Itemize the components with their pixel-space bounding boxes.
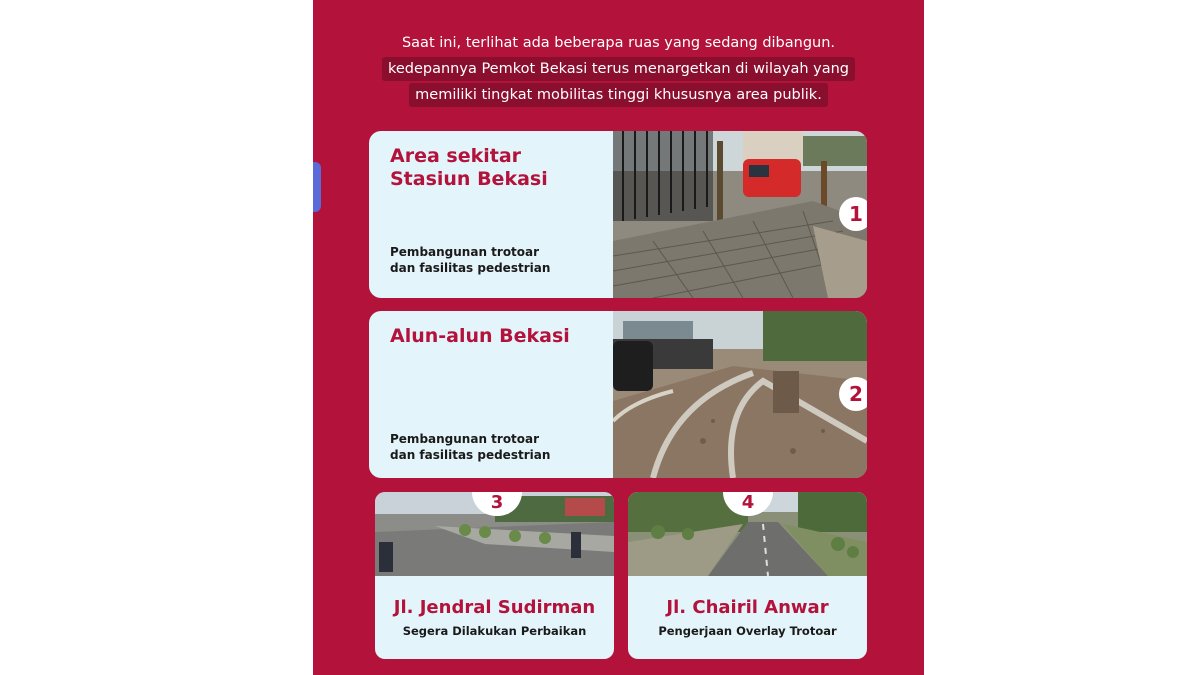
location-title — [390, 325, 605, 348]
intro-line-3: memiliki tingkat mobilitas tinggi khususnya area publik. — [409, 83, 828, 107]
location-card-1 — [369, 131, 867, 298]
location-card-3 — [375, 492, 614, 659]
intro-line-2: kedepannya Pemkot Bekasi terus menargetkan di wilayah yang — [382, 57, 855, 81]
location-number-badge: 2 — [839, 377, 867, 411]
sidewalk-construction-photo — [613, 131, 867, 298]
side-accent-shape — [313, 162, 321, 212]
location-title: Jl. Chairil Anwar — [666, 597, 829, 618]
location-description — [390, 244, 605, 276]
location-number-badge: 3 — [472, 492, 522, 516]
location-description — [390, 431, 605, 463]
location-number-badge: 4 — [723, 492, 773, 516]
location-description: Segera Dilakukan Perbaikan — [402, 624, 587, 638]
location-desc-line-1: Pembangunan trotoar — [390, 245, 540, 259]
location-desc-line-2: dan fasilitas pedestrian — [390, 261, 551, 275]
location-title-line-2: Stasiun Bekasi — [390, 168, 548, 190]
location-card-2 — [369, 311, 867, 478]
location-card-4 — [628, 492, 867, 659]
location-title: Jl. Jendral Sudirman — [393, 597, 596, 618]
location-number-badge: 1 — [839, 197, 867, 231]
infographic-panel — [313, 0, 924, 675]
location-title-line-1: Alun-alun Bekasi — [390, 325, 570, 347]
intro-line-1: Saat ini, terlihat ada beberapa ruas yang sedang dibangun. — [401, 35, 836, 51]
location-title-line-1: Area sekitar — [390, 145, 522, 167]
location-desc-line-1: Pembangunan trotoar — [390, 432, 540, 446]
curved-sidewalk-construction-photo — [613, 311, 867, 478]
location-title — [390, 145, 605, 191]
location-description: Pengerjaan Overlay Trotoar — [658, 624, 837, 638]
intro-text — [313, 30, 924, 108]
location-desc-line-2: dan fasilitas pedestrian — [390, 448, 551, 462]
